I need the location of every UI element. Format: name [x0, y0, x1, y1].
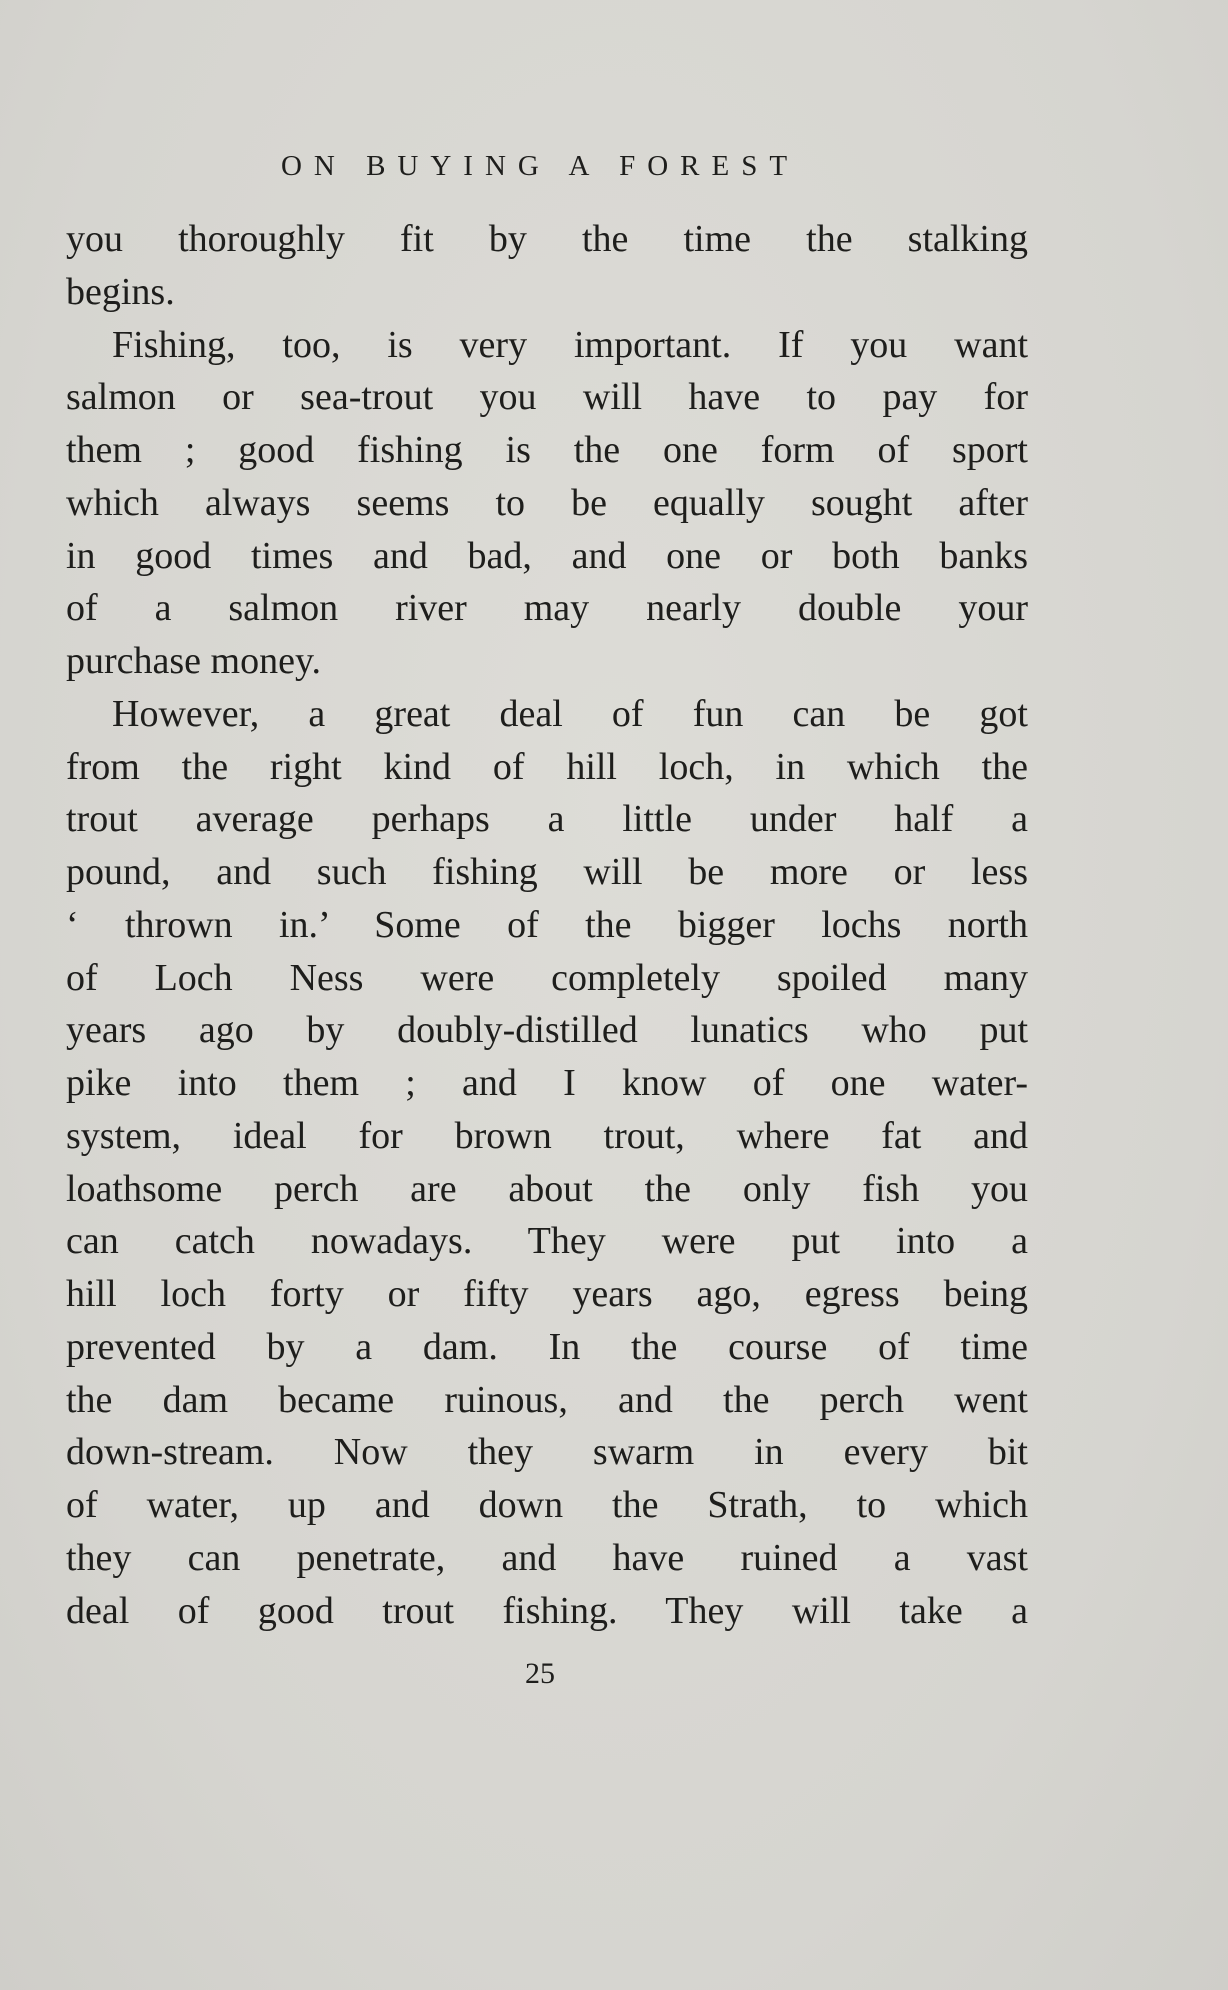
body-text: [66, 213, 1028, 1637]
text-line: in good times and bad, and one or both banks: [66, 534, 1028, 577]
text-line: you thoroughly fit by the time the stalking: [66, 218, 1028, 260]
text-line: they can penetrate, and have ruined a vast: [66, 1536, 1028, 1579]
text-line: of Loch Ness were completely spoiled many: [66, 956, 1028, 999]
text-line: down-stream. Now they swarm in every bit: [66, 1431, 1028, 1474]
text-line: However, a great deal of fun can be got: [112, 692, 1028, 735]
text-line: can catch nowadays. They were put into a: [66, 1220, 1028, 1263]
text-line: them ; good fishing is the one form of sport: [66, 429, 1028, 471]
text-line: years ago by doubly-distilled lunatics who put: [66, 1009, 1028, 1052]
text-line: of a salmon river may nearly double your: [66, 587, 1028, 630]
text-line: Fishing, too, is very important. If you want: [112, 323, 1028, 366]
text-line: deal of good trout fishing. They will take a: [66, 1589, 1028, 1632]
text-line: which always seems to be equally sought after: [66, 481, 1028, 524]
text-line: system, ideal for brown trout, where fat and: [66, 1114, 1028, 1157]
text-line: pike into them ; and I know of one water-: [66, 1062, 1028, 1104]
text-line: ‘ thrown in.’ Some of the bigger lochs north: [66, 903, 1028, 946]
text-line: prevented by a dam. In the course of time: [66, 1325, 1028, 1368]
text-line: from the right kind of hill loch, in which the: [66, 745, 1028, 788]
page-number: 25: [525, 1657, 555, 1690]
running-header: ON BUYING A FOREST: [280, 150, 800, 182]
text-line: loathsome perch are about the only fish you: [66, 1167, 1028, 1210]
text-line: the dam became ruinous, and the perch went: [66, 1378, 1028, 1421]
text-line: trout average perhaps a little under half a: [66, 798, 1028, 841]
text-line: of water, up and down the Strath, to which: [66, 1484, 1028, 1526]
text-line: pound, and such fishing will be more or less: [66, 851, 1028, 893]
text-line: purchase money.: [66, 640, 321, 682]
text-line: begins.: [66, 270, 175, 313]
text-line: salmon or sea-trout you will have to pay for: [66, 376, 1028, 419]
text-line: hill loch forty or fifty years ago, egress being: [66, 1273, 1028, 1315]
